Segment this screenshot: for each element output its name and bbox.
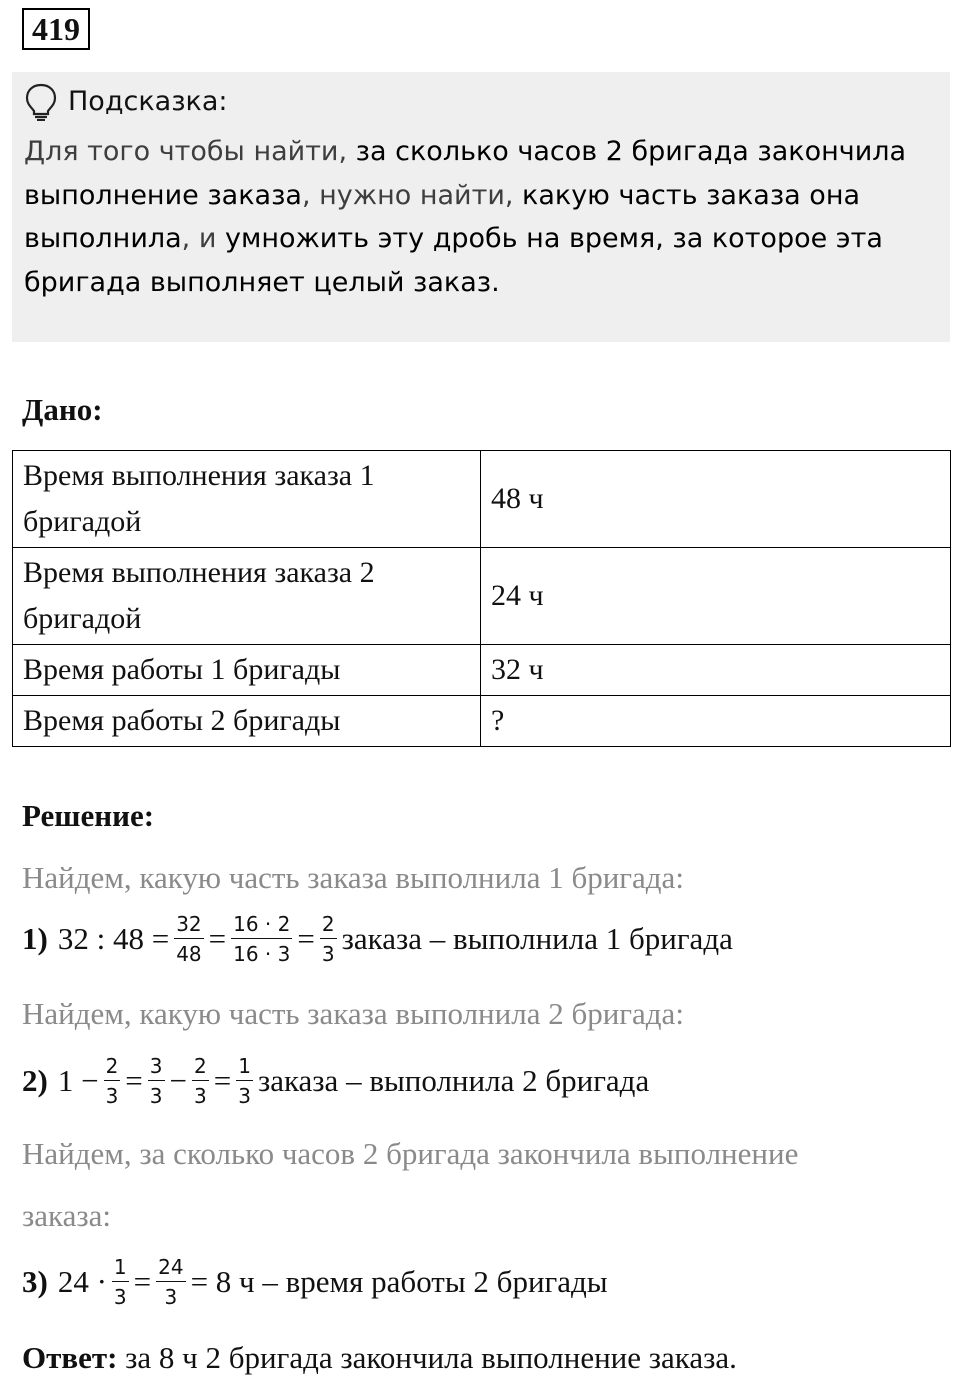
equals-sign: =: [125, 1063, 143, 1098]
fraction-denominator: 16 · 3: [233, 942, 291, 966]
given-value: 32 ч: [481, 645, 951, 696]
step-number: 3): [22, 1264, 48, 1299]
step-text: = 8 ч – время работы 2 бригады: [190, 1264, 608, 1299]
given-label: Время выполнения заказа 1 бригадой: [13, 451, 481, 548]
given-value: 24 ч: [481, 548, 951, 645]
step-number: 1): [22, 921, 48, 956]
fraction: [104, 1054, 121, 1108]
hint-title-text: Подсказка:: [68, 86, 228, 117]
solution-hint-3-cont: заказа:: [22, 1198, 111, 1233]
fraction-numerator: 1: [236, 1054, 253, 1081]
fraction-numerator: 32: [174, 912, 203, 939]
given-table: [12, 450, 951, 747]
fraction: [112, 1255, 129, 1309]
step-expression: 1 −: [57, 1063, 99, 1098]
fraction-denominator: 3: [105, 1084, 119, 1108]
fraction-numerator: 1: [112, 1255, 129, 1282]
given-value: ?: [481, 696, 951, 747]
equals-sign: =: [133, 1264, 152, 1299]
hint-text-part: , нужно найти,: [301, 179, 523, 211]
solution-hint-1: Найдем, какую часть заказа выполнила 1 бригада:: [22, 860, 684, 895]
fraction: [148, 1054, 165, 1108]
fraction-denominator: 3: [238, 1084, 251, 1108]
fraction-denominator: 3: [194, 1084, 207, 1108]
hint-text: [24, 130, 939, 304]
step-number: 2): [22, 1063, 48, 1098]
solution-hint-3: Найдем, за сколько часов 2 бригада закончила выполнение: [22, 1136, 799, 1171]
table-row: [13, 645, 951, 696]
fraction: [156, 1255, 185, 1309]
equals-sign: =: [297, 921, 315, 956]
answer: [22, 1340, 737, 1376]
fraction: [236, 1054, 253, 1108]
solution-step-1: [22, 912, 733, 966]
lightbulb-icon: [24, 83, 58, 121]
fraction-denominator: 48: [176, 942, 202, 966]
fraction-numerator: 2: [104, 1054, 121, 1081]
equals-sign: =: [208, 921, 227, 956]
fraction-denominator: 3: [321, 942, 335, 966]
hint-text-part: Для того чтобы найти,: [24, 136, 356, 167]
fraction-numerator: 16 · 2: [231, 912, 292, 939]
step-text: заказа – выполнила 2 бригада: [257, 1063, 650, 1098]
fraction: [320, 912, 337, 966]
given-label: Время работы 1 бригады: [13, 645, 481, 696]
fraction: [231, 912, 292, 966]
given-label: Время работы 2 бригады: [13, 696, 481, 747]
table-row: [13, 451, 951, 548]
fraction: [192, 1054, 209, 1108]
given-label: Время выполнения заказа 2 бригадой: [13, 548, 481, 645]
answer-text: за 8 ч 2 бригада закончила выполнение заказа.: [117, 1340, 737, 1375]
task-number: 419: [22, 8, 90, 50]
hint-title: [24, 82, 228, 122]
fraction-numerator: 2: [320, 912, 337, 939]
step-expression: 24 ·: [57, 1264, 107, 1299]
table-row: [13, 548, 951, 645]
fraction-denominator: 3: [164, 1285, 178, 1309]
fraction-numerator: 2: [192, 1054, 209, 1081]
given-title: Дано:: [22, 392, 103, 427]
solution-step-3: [22, 1255, 608, 1309]
minus-sign: −: [169, 1063, 187, 1098]
hint-text-part: , и: [181, 223, 225, 254]
hint-text-bold: умножить эту дробь на время, за которое эта бригада выполняет целый заказ.: [24, 223, 883, 298]
solution-hint-2: Найдем, какую часть заказа выполнила 2 бригада:: [22, 996, 684, 1031]
given-value: 48 ч: [481, 451, 951, 548]
solution-title: Решение:: [22, 798, 155, 833]
hint-text-bold: за сколько часов 2 бригада закончила выполнение заказа: [24, 136, 907, 211]
fraction-numerator: 3: [148, 1054, 165, 1081]
fraction-denominator: 3: [113, 1285, 127, 1309]
fraction-denominator: 3: [149, 1084, 163, 1108]
fraction: [174, 912, 203, 966]
solution-step-2: [22, 1054, 649, 1108]
hint-text-bold: какую часть заказа она выполнила: [24, 179, 861, 254]
answer-label: Ответ:: [22, 1340, 118, 1375]
step-text: заказа – выполнила 1 бригада: [341, 921, 733, 956]
table-row: [13, 696, 951, 747]
equals-sign: =: [213, 1063, 232, 1098]
step-expression: 32 : 48 =: [57, 921, 170, 956]
fraction-numerator: 24: [156, 1255, 185, 1282]
